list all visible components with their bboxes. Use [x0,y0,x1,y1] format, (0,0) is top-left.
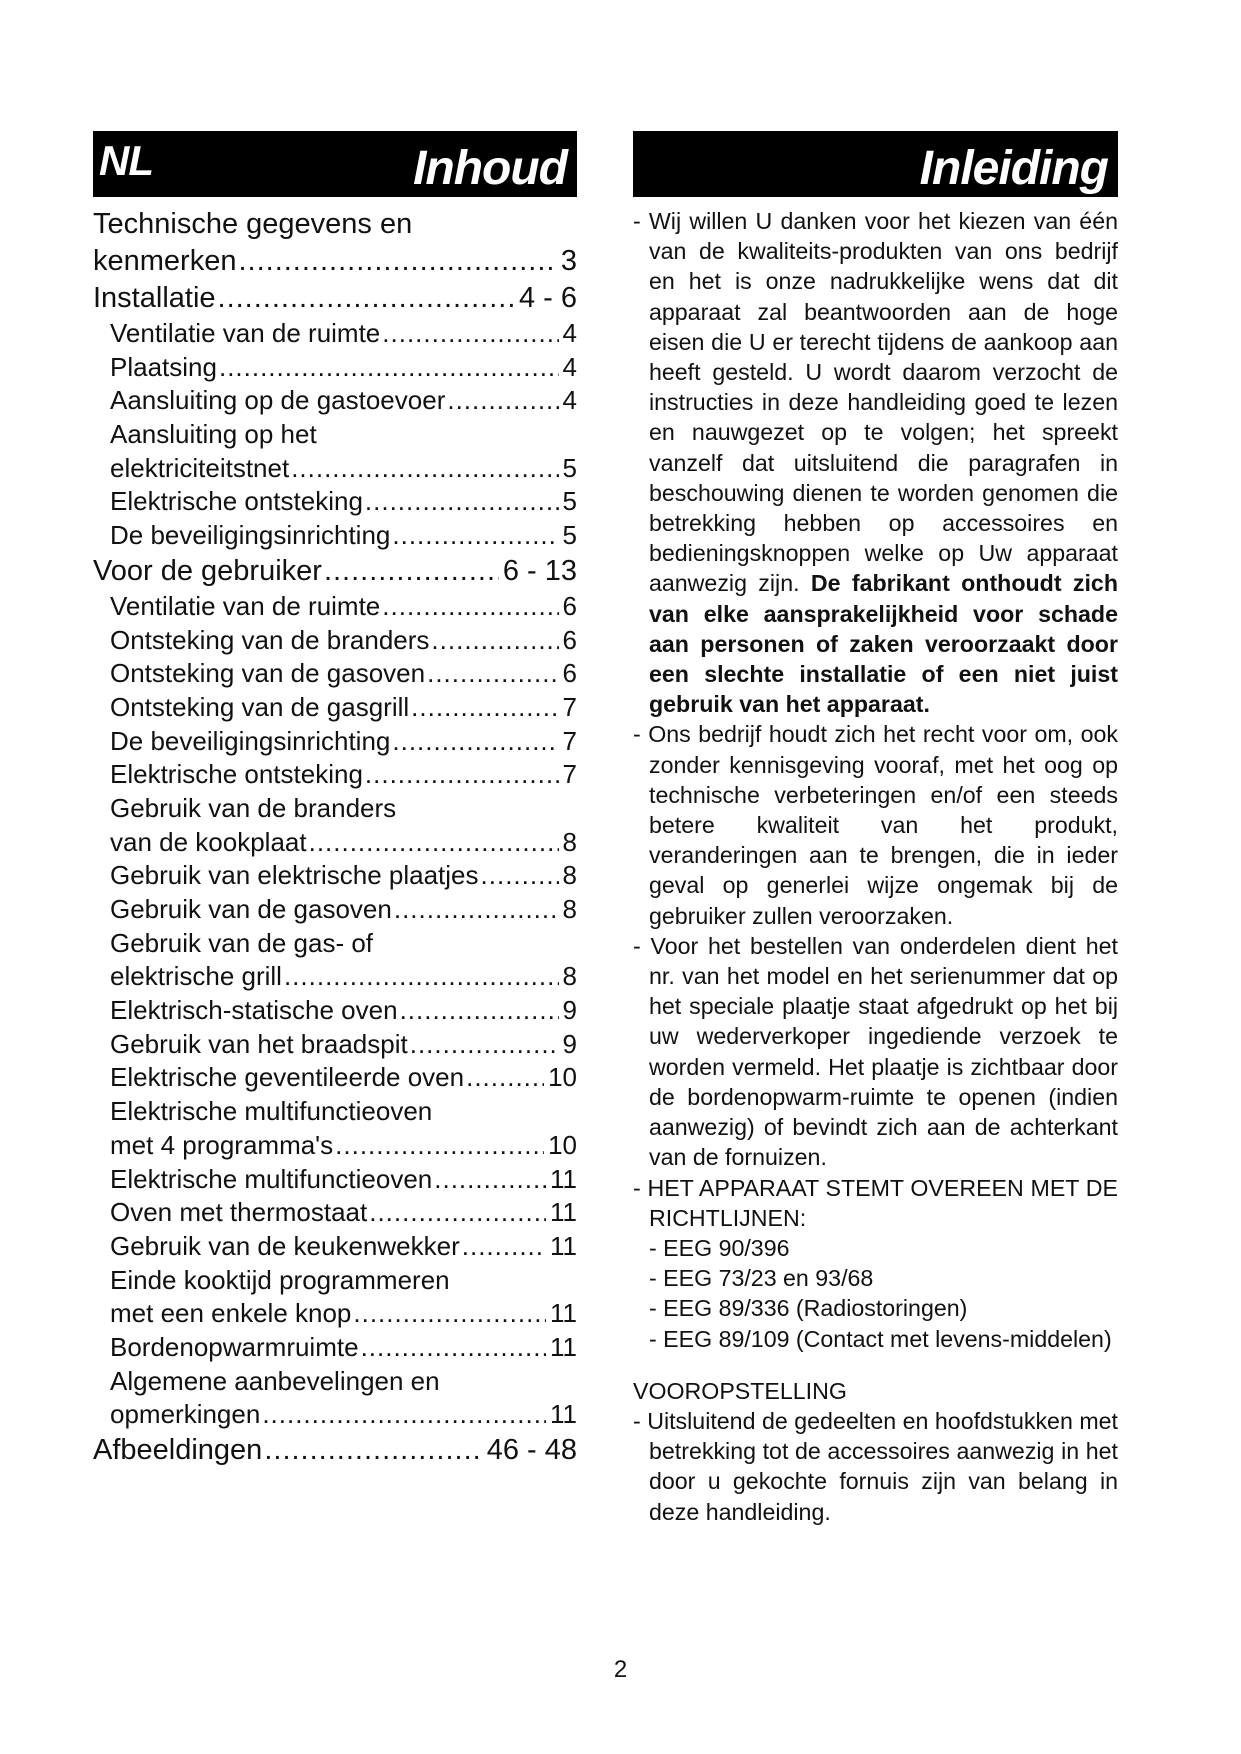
toc-entry-label: Gebruik van de gasoven [110,894,392,924]
toc-entry [93,1061,577,1095]
toc-entry-page: 11 [550,1331,577,1362]
toc-entry-label: met 4 programma's [110,1129,334,1160]
toc-entry [93,317,577,351]
toc-entry-page: 7 [562,759,577,790]
directive-item: - EEG 89/336 (Radiostoringen) [649,1295,968,1322]
toc-entry [93,893,577,927]
toc-entry-page: 7 [562,691,577,722]
toc-entry-label: Gebruik van elektrische plaatjes [110,860,479,891]
toc-entry-label: Ontsteking van de gasgrill [110,691,410,722]
toc-entry-page: 6 [562,590,577,621]
toc-entry [93,960,577,994]
toc-entry-label: opmerkingen [110,1399,261,1430]
toc-entry-label: Aansluiting op het [110,419,317,450]
toc-entry [93,1163,577,1197]
toc-entry-label: Elektrische ontsteking [110,759,363,790]
toc-entry [93,1264,577,1298]
toc-entry-page: 7 [562,725,577,756]
toc-entry-page: 5 [562,520,577,551]
toc-entry-label: Voor de gebruiker [93,554,322,587]
toc-dot-leader [262,1398,546,1432]
toc-entry-page: 11 [550,1298,577,1329]
toc-entry-page: 5 [562,452,577,483]
toc-dot-leader [466,1061,544,1095]
contents-header [93,131,577,197]
toc-dot-leader [481,859,559,893]
toc-entry-page: 8 [562,826,577,857]
toc-entry-page: 4 [562,351,577,382]
toc-dot-leader [369,1196,546,1230]
toc-entry-label: Algemene aanbevelingen en [110,1365,440,1396]
toc-entry [93,452,577,486]
toc-entry-label: Ventilatie van de ruimte [110,590,381,621]
toc-entry [93,1196,577,1230]
toc-entry-page: 3 [560,245,577,277]
toc-entry-page: 9 [562,995,577,1026]
toc-entry-label: Plaatsing [110,351,217,382]
toc-entry-label: Elektrische ontsteking [110,486,363,517]
toc-dot-leader [264,1432,482,1469]
toc-entry-label: Aansluiting op de gastoevoer [110,385,446,416]
intro-paragraph-changes: - Ons bedrijf houdt zich het recht voor om, ook zonder kennisgeving vooraf, met het oog op technische verbeteringen en/of een steeds betere kwaliteit van het produkt, veranderingen aan te brengen, die in ieder geval op generlei wijze ongemak bij de gebruiker zullen veroorzaken. [633,721,1118,929]
toc-entry-page: 11 [550,1399,577,1430]
toc-entry [93,1432,577,1469]
intro-paragraph-spare-parts: - Voor het bestellen van onderdelen dient het nr. van het model en het serienummer dat op het speciale plaatje staat afgedrukt op het bij uw wederverkoper ingediende verzoek te worden vermeld. Het plaatje is zichtbaar door de bordenopwarm-ruimte te openen (indien aanwezig) of bevindt zich aan de achterkant van de fornuizen. [633,932,1118,1171]
intro-paragraph-thanks-text: - Wij willen U danken voor het kiezen van één van de kwaliteits-produkten van ons bedrijf en het is onze nadrukkelijke wens dat dit apparaat zal beantwoorden aan de hoge eisen die U er terecht tijdens de aankoop aan heeft gesteld. U wordt daarom verzocht de instructies in deze handleiding goed te lezen en nauwgezet op te volgen; het spreekt vanzelf dat uitsluitend die paragrafen in beschouwing dienen te worden genomen die betrekking hebben op accessoires en bedieningsknoppen welke op Uw apparaat aanwezig zijn. [633,208,1118,597]
directive-item: - EEG 89/109 (Contact met levens-middelen) [649,1325,1112,1352]
toc-entry-page: 8 [562,860,577,891]
toc-entry-label: Elektrische geventileerde oven [110,1062,465,1093]
toc-entry-page: 10 [548,1129,577,1160]
toc-entry-page: 8 [562,961,577,992]
toc-entry [93,1365,577,1399]
toc-entry-label: Gebruik van de gas- of [110,927,374,958]
language-code: NL [99,137,153,184]
toc-entry [93,384,577,418]
toc-entry-label: Einde kooktijd programmeren [110,1264,450,1295]
toc-entry-label: Elektrisch-statische oven [110,995,398,1026]
toc-entry [93,351,577,385]
intro-paragraph-directives: - HET APPARAAT STEMT OVEREEN MET DE RICHTLIJNEN: [633,1174,1118,1231]
toc-entry [93,519,577,553]
section-heading-vooropstelling: VOOROPSTELLING [633,1377,847,1404]
intro-paragraph-scope: - Uitsluitend de gedeelten en hoofdstukken met betrekking tot de accessoires aanwezig in het door u gekochte fornuis zijn van belang in deze handleiding. [633,1407,1118,1525]
liability-disclaimer: De fabrikant onthoudt zich van elke aansprakelijkheid voor schade aan personen of zaken veroorzaakt door een slechte installatie of een niet juist gebruik van het apparaat. [649,570,1118,718]
introduction-text [633,206,1118,1527]
toc-dot-leader [400,994,559,1028]
toc-dot-leader [447,384,558,418]
toc-entry-label: Oven met thermostaat [110,1197,368,1228]
toc-entry-page: 5 [562,486,577,517]
toc-entry [93,725,577,759]
toc-dot-leader [353,1297,546,1331]
toc-entry [93,1028,577,1062]
toc-dot-leader [411,691,558,725]
toc-entry-label: Gebruik van het braadspit [110,1028,408,1059]
toc-dot-leader [309,826,559,860]
toc-entry [93,243,577,280]
toc-entry-page: 11 [550,1230,577,1261]
introduction-title: Inleiding [919,142,1108,195]
toc-entry [93,206,577,243]
page-number: 2 [613,1656,628,1683]
toc-entry [93,1095,577,1129]
toc-dot-leader [219,351,559,385]
toc-entry [93,1398,577,1432]
toc-entry-label: Gebruik van de branders [110,792,397,823]
toc-entry-label: Installatie [93,282,216,314]
toc-entry [93,1297,577,1331]
toc-entry [93,826,577,860]
toc-dot-leader [434,1163,546,1197]
toc-dot-leader [382,317,558,351]
toc-entry [93,792,577,826]
toc-entry [93,485,577,519]
toc-entry-page: 11 [550,1163,577,1194]
toc-entry [93,859,577,893]
toc-entry-label: Technische gegevens en [93,208,413,240]
directives-list [633,1233,1118,1354]
toc-entry-page: 8 [562,894,577,924]
toc-entry [93,927,577,961]
toc-entry-label: van de kookplaat [110,826,307,857]
toc-entry [93,994,577,1028]
introduction-header [633,131,1118,197]
toc-dot-leader [218,280,515,317]
toc-entry [93,590,577,624]
toc-dot-leader [324,553,499,590]
toc-entry-label: met een enkele knop [110,1298,352,1329]
toc-dot-leader [291,452,558,486]
toc-entry-label: Ventilatie van de ruimte [110,318,381,348]
toc-dot-leader [392,519,558,553]
toc-dot-leader [392,725,558,759]
toc-dot-leader [410,1028,559,1062]
toc-entry [93,1230,577,1264]
toc-entry [93,1331,577,1365]
directive-item: - EEG 73/23 en 93/68 [649,1265,874,1292]
toc-entry-page: 9 [562,1028,577,1059]
toc-entry-label: De beveiligingsinrichting [110,520,391,551]
toc-entry-label: Gebruik van de keukenwekker [110,1230,460,1261]
toc-entry-label: Bordenopwarmruimte [110,1331,359,1362]
toc-entry-label: Elektrische multifunctieoven [110,1163,433,1194]
toc-entry [93,418,577,452]
toc-entry-page: 4 - 6 [518,282,577,314]
toc-entry-page: 10 [548,1062,577,1093]
toc-entry [93,280,577,317]
toc-entry [93,1129,577,1163]
toc-entry-page: 6 [562,624,577,655]
toc-dot-leader [462,1230,546,1264]
toc-entry [93,553,577,590]
table-of-contents [93,206,577,1469]
toc-entry [93,691,577,725]
toc-dot-leader [361,1331,546,1365]
toc-entry-page: 6 - 13 [502,554,577,587]
toc-entry-label: kenmerken [93,245,237,277]
toc-entry-label: Ontsteking van de gasoven [110,658,426,689]
contents-title: Inhoud [413,142,567,195]
toc-entry-label: elektriciteitstnet [110,452,290,483]
intro-paragraph-thanks [633,206,1118,719]
toc-dot-leader [365,485,559,519]
toc-dot-leader [394,893,559,927]
toc-entry-page: 4 [562,385,577,416]
toc-dot-leader [427,657,558,691]
toc-entry-label: Afbeeldingen [93,1434,263,1466]
toc-dot-leader [431,624,558,658]
toc-entry-label: De beveiligingsinrichting [110,725,391,756]
toc-entry-page: 6 [562,658,577,689]
toc-entry-label: Elektrische multifunctieoven [110,1096,433,1127]
toc-entry [93,758,577,792]
toc-entry [93,624,577,658]
toc-dot-leader [365,758,559,792]
toc-entry-label: Ontsteking van de branders [110,624,430,655]
directive-item: - EEG 90/396 [649,1234,790,1261]
toc-dot-leader [382,590,558,624]
toc-entry-page: 46 - 48 [486,1434,577,1466]
toc-entry [93,657,577,691]
toc-dot-leader [238,243,556,280]
toc-entry-page: 4 [562,318,577,348]
toc-entry-page: 11 [550,1197,577,1228]
toc-dot-leader [284,960,559,994]
toc-dot-leader [335,1129,544,1163]
toc-entry-label: elektrische grill [110,961,282,992]
